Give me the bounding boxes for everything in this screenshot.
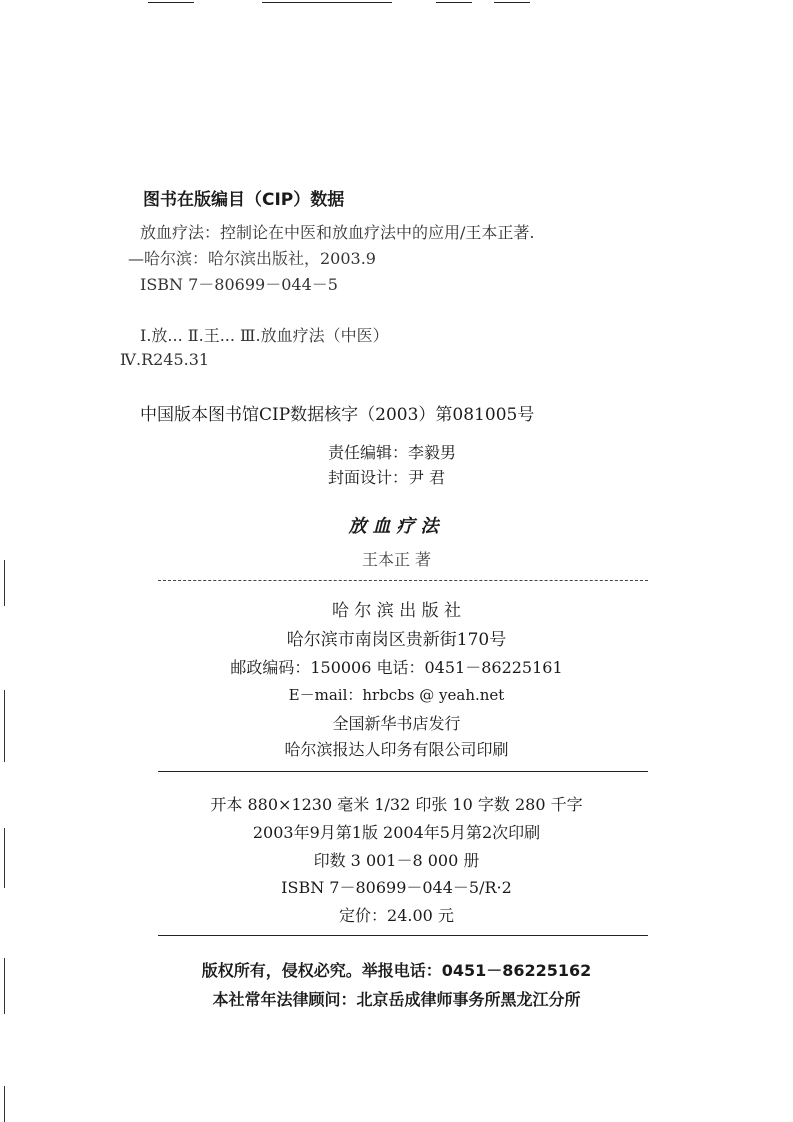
print-run: 印数 3 001－8 000 册 [313,851,480,870]
cip-subject-line: Ⅰ.放... Ⅱ.王... Ⅲ.放血疗法（中医） [140,326,389,345]
responsible-editor: 责任编辑：李毅男 [328,443,457,462]
section-divider [158,935,648,936]
distributor: 全国新华书店发行 [332,714,461,733]
section-divider [158,771,648,772]
copyright-notice: 版权所有，侵权必究。举报电话：0451－86225162 [201,961,592,980]
print-format: 开本 880×1230 毫米 1/32 印张 10 字数 280 千字 [210,795,583,814]
publisher-contact: 邮政编码：150006 电话：0451－86225161 [230,658,563,677]
print-edition: 2003年9月第1版 2004年5月第2次印刷 [252,823,541,842]
cover-designer: 封面设计：尹 君 [328,468,446,487]
book-title: 放血疗法 [348,516,445,537]
publisher-address: 哈尔滨市南岗区贵新街170号 [286,630,507,650]
top-edge-mark [262,2,392,3]
top-edge-mark [494,2,530,3]
top-edge-mark [436,2,472,3]
book-author: 王本正 著 [361,550,432,569]
publisher-email: E－mail：hrbcbs @ yeah.net [288,686,505,704]
cip-isbn-line: ISBN 7－80699－044－5 [140,275,338,294]
top-edge-mark [148,2,194,3]
cip-publication-line: —哈尔滨：哈尔滨出版社，2003.9 [128,249,376,268]
cip-heading: 图书在版编目（CIP）数据 [143,190,345,210]
printer: 哈尔滨报达人印务有限公司印刷 [284,740,509,759]
legal-counsel: 本社常年法律顾问：北京岳成律师事务所黑龙江分所 [212,990,581,1009]
scan-margin-mark [4,1086,5,1122]
publisher-name: 哈 尔 滨 出 版 社 [331,601,462,621]
cip-classification-line: Ⅳ.R245.31 [120,350,210,369]
full-isbn: ISBN 7－80699－044－5/R·2 [281,878,512,897]
section-divider [158,580,648,581]
cip-record-number: 中国版本图书馆CIP数据核字（2003）第081005号 [140,405,535,425]
price: 定价：24.00 元 [339,906,454,925]
cip-title-line: 放血疗法：控制论在中医和放血疗法中的应用/王本正著. [140,223,535,242]
